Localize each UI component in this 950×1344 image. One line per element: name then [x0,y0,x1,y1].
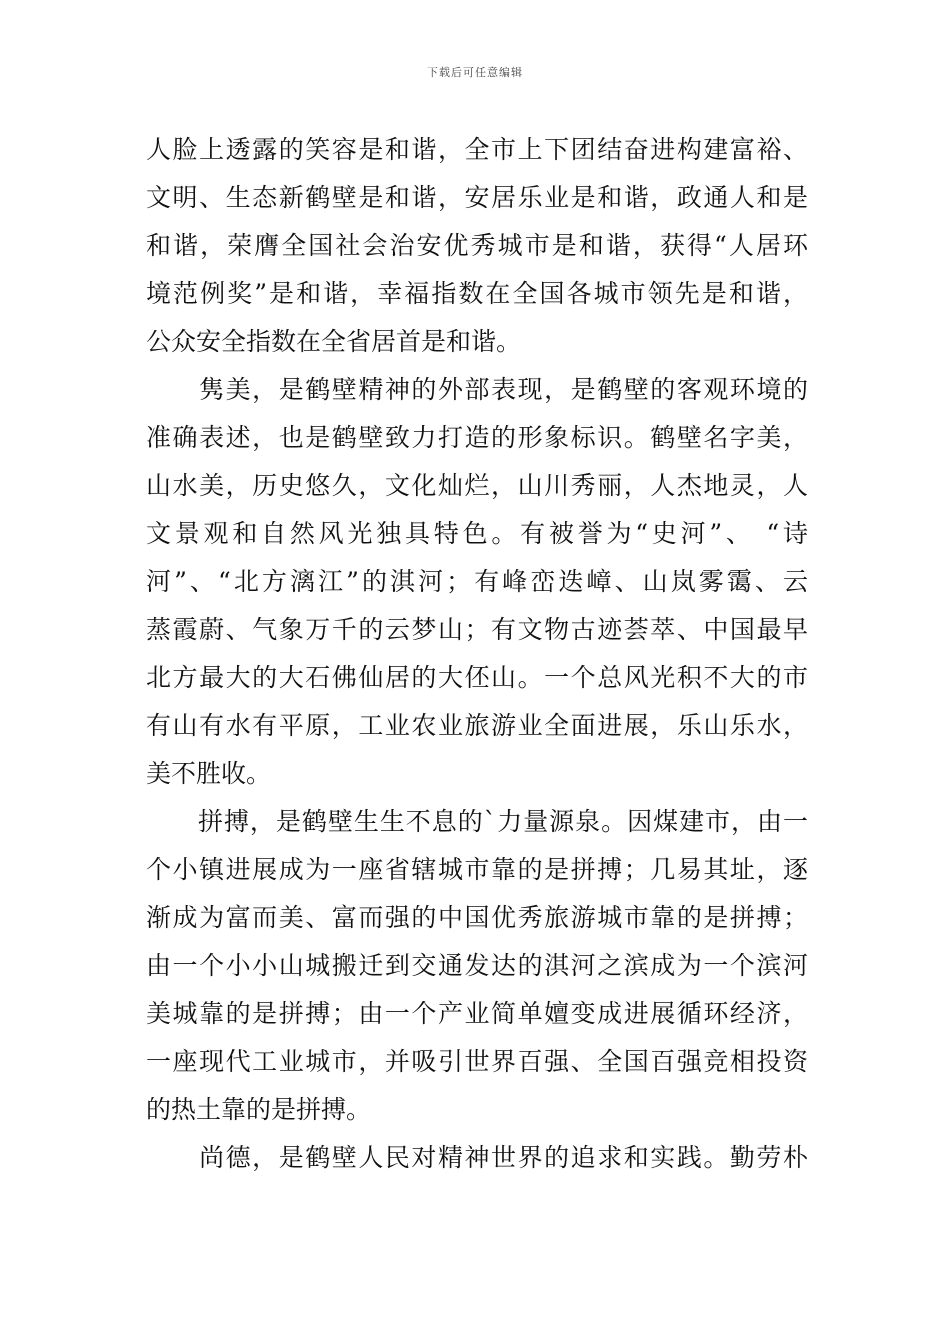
text-line: 文景观和自然风光独具特色。有被誉为“史河”、 “诗 [146,519,808,548]
text-line: 拼搏，是鹤壁生生不息的`力量源泉。因煤建市，由一 [146,807,808,836]
text-line: 河”、“北方漓江”的淇河；有峰峦迭嶂、山岚雾霭、云 [146,567,808,596]
text-line: 一座现代工业城市，并吸引世界百强、全国百强竞相投资 [146,1047,808,1076]
page-header: 下载后可任意编辑 [427,66,523,79]
text-line: 人脸上透露的笑容是和谐，全市上下团结奋进构建富裕、 [146,135,808,164]
text-line: 公众安全指数在全省居首是和谐。 [146,327,522,356]
text-line: 渐成为富而美、富而强的中国优秀旅游城市靠的是拼搏； [146,903,808,932]
document-body [146,126,808,1182]
text-line: 文明、生态新鹤壁是和谐，安居乐业是和谐，政通人和是 [146,183,808,212]
text-line: 北方最大的大石佛仙居的大伾山。一个总风光积不大的市 [146,663,808,692]
text-line: 准确表述，也是鹤壁致力打造的形象标识。鹤壁名字美， [146,423,808,452]
text-line: 隽美，是鹤壁精神的外部表现，是鹤壁的客观环境的 [146,375,808,404]
text-line: 的热土靠的是拼搏。 [146,1095,372,1124]
text-line: 美城靠的是拼搏；由一个产业简单嬗变成进展循环经济， [146,999,808,1028]
text-line: 山水美，历史悠久，文化灿烂，山川秀丽，人杰地灵，人 [146,471,808,500]
text-line: 蒸霞蔚、气象万千的云梦山；有文物古迹荟萃、中国最早 [146,615,808,644]
text-line: 境范例奖”是和谐，幸福指数在全国各城市领先是和谐， [146,279,808,308]
text-line: 美不胜收。 [146,759,272,788]
text-line: 有山有水有平原，工业农业旅游业全面进展，乐山乐水， [146,711,808,740]
text-line: 和谐，荣膺全国社会治安优秀城市是和谐，获得“人居环 [146,231,808,260]
text-line: 个小镇进展成为一座省辖城市靠的是拼搏；几易其址，逐 [146,855,808,884]
text-line: 由一个小小山城搬迁到交通发达的淇河之滨成为一个滨河 [146,951,808,980]
text-line: 尚德，是鹤壁人民对精神世界的追求和实践。勤劳朴 [146,1143,808,1172]
